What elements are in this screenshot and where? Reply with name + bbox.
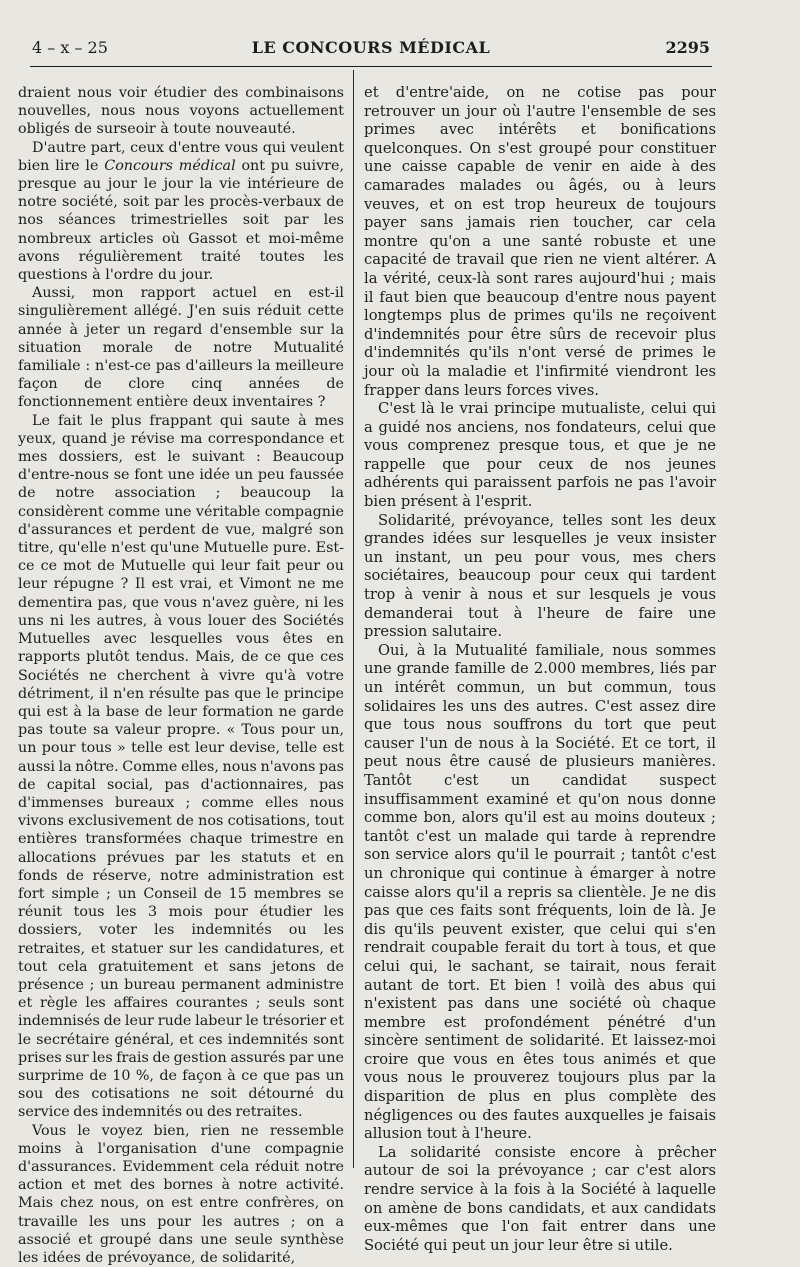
right-paragraph-1: et d'entre'aide, on ne cotise pas pour retrouver un jour où l'autre l'ensemble de ses primes avec intérêts et bonifications quelconques. On s'est groupé pour constituer une caisse capable de venir en aide à des camarades malades ou âgés, ou à leurs veuves, et on est trop heureux de toujours payer sans jamais rien toucher, car cela montre qu'on a une santé robuste et une capacité de travail que rien ne vient altérer. A la vérité, ceux-là sont rares aujourd'hui ; mais il faut bien que beaucoup d'entre nous payent longtemps plus de primes qu'ils ne reçoivent d'indemnités pour être sûrs de recevoir plus d'indemnités qu'ils n'ont versé de primes le jour où la maladie et l'infirmité viendront les frapper dans leurs forces vives. bbox=[364, 84, 716, 399]
left-paragraph-1: draient nous voir étudier des combinaisons nouvelles, nous nous voyons actuellement obligés de surseoir à toute nouveauté. bbox=[18, 85, 344, 138]
page-number: 2295 bbox=[665, 38, 710, 57]
running-header bbox=[30, 36, 712, 67]
left-paragraph-4: Le fait le plus frappant qui saute à mes yeux, quand je révise ma correspondance et mes dossiers, est le suivant : Beaucoup d'entre-nous se font une idée un peu faussée de notre association ; beaucoup la considèrent comme une véritable compagnie d'assurances et perdent de vue, malgré son titre, qu'elle n'est qu'une Mutuelle pure. Est-ce ce mot de Mutuelle qui leur fait peur ou leur répugne ? Il est vrai, et Vimont ne me dementira pas, que vous n'avez guère, ni les uns ni les autres, à vous louer des Sociétés Mutuelles avec lesquelles vous êtes en rapports plutôt tendus. Mais, de ce que ces Sociétés ne cherchent à vivre qu'à votre détriment, il n'en résulte pas que le principe qui est à la base de leur formation ne garde pas toute sa valeur propre. « Tous pour un, un pour tous » telle est leur devise, telle est aussi la nôtre. Comme elles, nous n'avons pas de capital social, pas d'actionnaires, pas d'immenses bureaux ; comme elles nous vivons exclusivement de nos cotisations, tout entières transformées chaque trimestre en allocations prévues par les statuts et en fonds de réserve, notre administration est fort simple ; un Conseil de 15 membres se réunit tous les 3 mois pour étudier les dossiers, voter les indemnités ou les retraites, et statuer sur les candidatures, et tout cela gratuitement et sans jetons de présence ; un bureau permanent administre et règle les affaires courantes ; seuls sont indemnisés de leur rude labeur le trésorier et le secrétaire général, et ces indemnités sont prises sur les frais de gestion assurés par une surprime de 10 %, de façon à ce que pas un sou des cotisations ne soit détourné du service des indemnités ou des retraites. bbox=[18, 412, 344, 1121]
journal-title: LE CONCOURS MÉDICAL bbox=[251, 38, 491, 57]
right-column bbox=[364, 84, 716, 1255]
left-p2-text-a: D'autre part, ceux d'entre vous qui veulent bien lire le bbox=[18, 139, 344, 174]
left-column bbox=[18, 84, 344, 1267]
right-paragraph-2: C'est là le vrai principe mutualiste, celui qui a guidé nos anciens, nos fondateurs, celui que vous comprenez presque tous, et que je ne rappelle que pour ceux de nos jeunes adhérents qui paraissent parfois ne pas l'avoir bien présent à l'esprit. bbox=[364, 400, 716, 511]
right-paragraph-3: Solidarité, prévoyance, telles sont les deux grandes idées sur lesquelles je veux insister un instant, un peu pour vous, mes chers sociétaires, beaucoup pour ceux qui tardent trop à venir à nous et sur lesquels je vous demanderai tout à l'heure de faire une pression salutaire. bbox=[364, 511, 716, 641]
right-paragraph-5: La solidarité consiste encore à prêcher autour de soi la prévoyance ; car c'est alors rendre service à la fois à la Société à laquelle on amène de bons candidats, et aux candidats eux-mêmes que l'on fait entrer dans une Société qui peut un jour leur être si utile. bbox=[364, 1143, 716, 1254]
column-divider bbox=[353, 70, 354, 1168]
header-date: 4 – x – 25 bbox=[32, 38, 108, 57]
left-p2-text-b: ont pu suivre, presque au jour le jour la vie intérieure de notre société, soit par les procès-verbaux de nos séances trimestrielles soit par les nombreux articles où Gassot et moi-même avons régulièrement traité toutes les questions à l'ordre du jour. bbox=[18, 157, 344, 284]
journal-name-italic: Concours médical bbox=[104, 157, 236, 174]
left-paragraph-2 bbox=[18, 139, 344, 285]
right-paragraph-4: Oui, à la Mutualité familiale, nous sommes une grande famille de 2.000 membres, liés par un intérêt commun, un but commun, tous solidaires les uns des autres. C'est assez dire que tous nous souffrons du tort que peut causer l'un de nous à la Société. Et ce tort, il peut nous être causé de plusieurs manières. Tantôt c'est un candidat suspect insuffisamment examiné et qu'on nous donne comme bon, alors qu'il est au moins douteux ; tantôt c'est un malade qui tarde à reprendre son service alors qu'il le pourrait ; tantôt c'est un chronique qui continue à émarger à notre caisse alors qu'il a repris sa clientèle. Je ne dis pas que ces faits sont fréquents, loin de là. Je dis qu'ils peuvent exister, que celui qui s'en rendrait coupable ferait du tort à tous, et que celui qui, le sachant, se tairait, nous ferait autant de tort. Et bien ! voilà des abus qui n'existent pas dans une société où chaque membre est profondément pénétré d'un sincère sentiment de solidarité. Et laissez-moi croire que vous en êtes tous animés et que vous nous le prouverez toujours plus par la disparition de plus en plus complète des négligences ou des fautes auxquelles je faisais allusion tout à l'heure. bbox=[364, 641, 716, 1143]
left-paragraph-5: Vous le voyez bien, rien ne ressemble moins à l'organisation d'une compagnie d'assurances. Evidemment cela réduit notre action et met des bornes à notre activité. Mais chez nous, on est entre confrères, on travaille les uns pour les autres ; on a associé et groupé dans une seule synthèse les idées de prévoyance, de solidarité, bbox=[18, 1122, 344, 1266]
left-paragraph-3: Aussi, mon rapport actuel en est-il singulièrement allégé. J'en suis réduit cette année à jeter un regard d'ensemble sur la situation morale de notre Mutualité familiale : n'est-ce pas d'ailleurs la meilleure façon de clore cinq années de fonctionnement entière deux inventaires ? bbox=[18, 285, 344, 411]
